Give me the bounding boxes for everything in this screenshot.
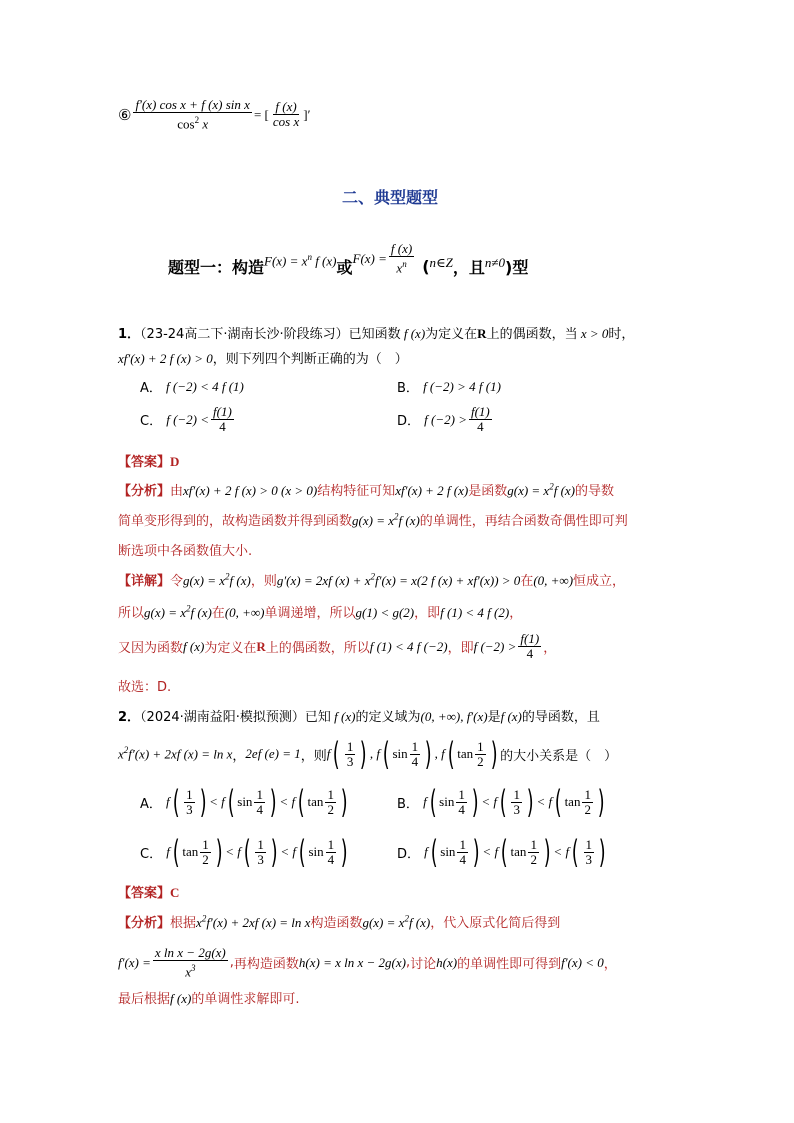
- q2-answer: 【答案】C: [118, 885, 180, 901]
- q1-detail-line1: 【详解】令$g(x) = x^2f$ (x)，则g′(x) = 2xf $(x) + x^2f'(x) = x(2$ f (x) + xf′(x)) > 0在(0, +∞)恒成立，: [118, 571, 626, 589]
- q2-option-b: B． f ( sin $\frac{1}{4}$ ) < f ( $\frac{1}{3}$ ) < f ( tan $\frac{1}{2}$ ): [397, 783, 605, 821]
- section-title: 二、典型题型: [342, 188, 439, 207]
- q1-detail-line3: 又因为函数 f (x) 为定义在 R 上的偶函数，所以 f (1) < 4 f (−2) ，即 f (−2) > $\frac{f(1)}{4}$ ，: [118, 631, 557, 661]
- q1-option-a: A． f (−2) < 4 f (1): [140, 378, 244, 396]
- q2-stem-line2: $x^2f'(x) + 2xf$ (x) = ln x ， 2ef (e) = 1 ，则 f ( $\frac{1}{3}$ ) , f ( sin $\frac{1}{4}$ ) , f ( tan $\frac{1}{2}$ ) 的大小关系是（ ）: [118, 735, 618, 773]
- type1-heading: 题型一：构造 $F(x) = x^n$ f (x) 或 F(x) = $\frac{f (x)}{x^n}$ ( n∈Z ，且 n≠0 )型: [168, 241, 529, 278]
- q1-option-c: C． f (−2) < $\frac{f(1)}{4}$: [140, 404, 232, 434]
- q2-analysis-line2: f′(x) = $\frac{\text{x ln x − 2g(x)}}{x^3}$ , 再构造函数 h(x) = x ln x − 2g(x) , 讨论 h(x) 的单调性即可得到 f′(x) < 0 ，: [118, 945, 617, 980]
- formula-6-left-fraction: $\frac{\text{f′(x) cos x + f (x) sin x}}{\cos^2 x}$: [135, 97, 250, 132]
- q1-conclusion: 故选：D.: [118, 680, 172, 695]
- q1-analysis-line1: 【分析】由xf′(x) + 2 f (x) > 0 (x > 0)结构特征可知xf′(x) + 2 f (x)是函数$g(x) = x^2f$ (x)的导数: [118, 481, 615, 499]
- q2-option-c: C． f ( tan $\frac{1}{2}$ ) < f ( $\frac{1}{3}$ ) < f ( sin $\frac{1}{4}$ ): [140, 833, 348, 871]
- formula-6-right-fraction: $\frac{f (x)}{\text{cos x}}$: [272, 99, 300, 130]
- q1-stem-line1: 1．（23-24高二下·湖南长沙·阶段练习）已知函数 f (x)为定义在R上的偶函数，当 x > 0时，: [118, 326, 635, 342]
- q1-detail-line2: 所以$g(x) = x^2f$ (x)在(0, +∞)单调递增，所以g(1) < g(2)，即f (1) < 4 f (2)，: [118, 603, 523, 621]
- q2-stem-line1: 2．（2024·湖南益阳·模拟预测）已知 f (x)的定义域为(0, +∞), f′(x)是f (x)的导函数，且: [118, 709, 600, 725]
- q1-option-b: B． f (−2) > 4 f (1): [397, 378, 501, 396]
- q1-analysis-line2: 简单变形得到的，故构造函数并得到函数$g(x) = x^2f$ (x)的单调性，再结合函数奇偶性即可判: [118, 511, 628, 529]
- q1-analysis-line3: 断选项中各函数值大小.: [118, 544, 253, 559]
- q2-option-d: D． f ( sin $\frac{1}{4}$ ) < f ( tan $\frac{1}{2}$ ) < f ( $\frac{1}{3}$ ): [397, 833, 606, 871]
- q2-analysis-line3: 最后根据f (x)的单调性求解即可.: [118, 991, 300, 1007]
- q1-option-d: D． f (−2) > $\frac{f(1)}{4}$: [397, 404, 490, 434]
- q2-option-a: A． f ( $\frac{1}{3}$ ) < f ( sin $\frac{1}{4}$ ) < f ( tan $\frac{1}{2}$ ): [140, 783, 348, 821]
- formula-6: ⑥ $\frac{\text{f′(x) cos x + f (x) sin x}}{\cos^2 x}$ = [ $\frac{f (x)}{\text{cos x}}$ ]′: [118, 97, 311, 132]
- q2-analysis-line1: 【分析】根据$x^2f'(x) + 2xf$ (x) = ln x构造函数$g(x) = x^2f$ (x)，代入原式化简后得到: [118, 913, 561, 931]
- q1-stem-line2: xf′(x) + 2 f (x) > 0，则下列四个判断正确的为（ ）: [118, 351, 408, 367]
- q1-answer: 【答案】D: [118, 454, 180, 470]
- formula-6-marker: ⑥: [118, 105, 132, 124]
